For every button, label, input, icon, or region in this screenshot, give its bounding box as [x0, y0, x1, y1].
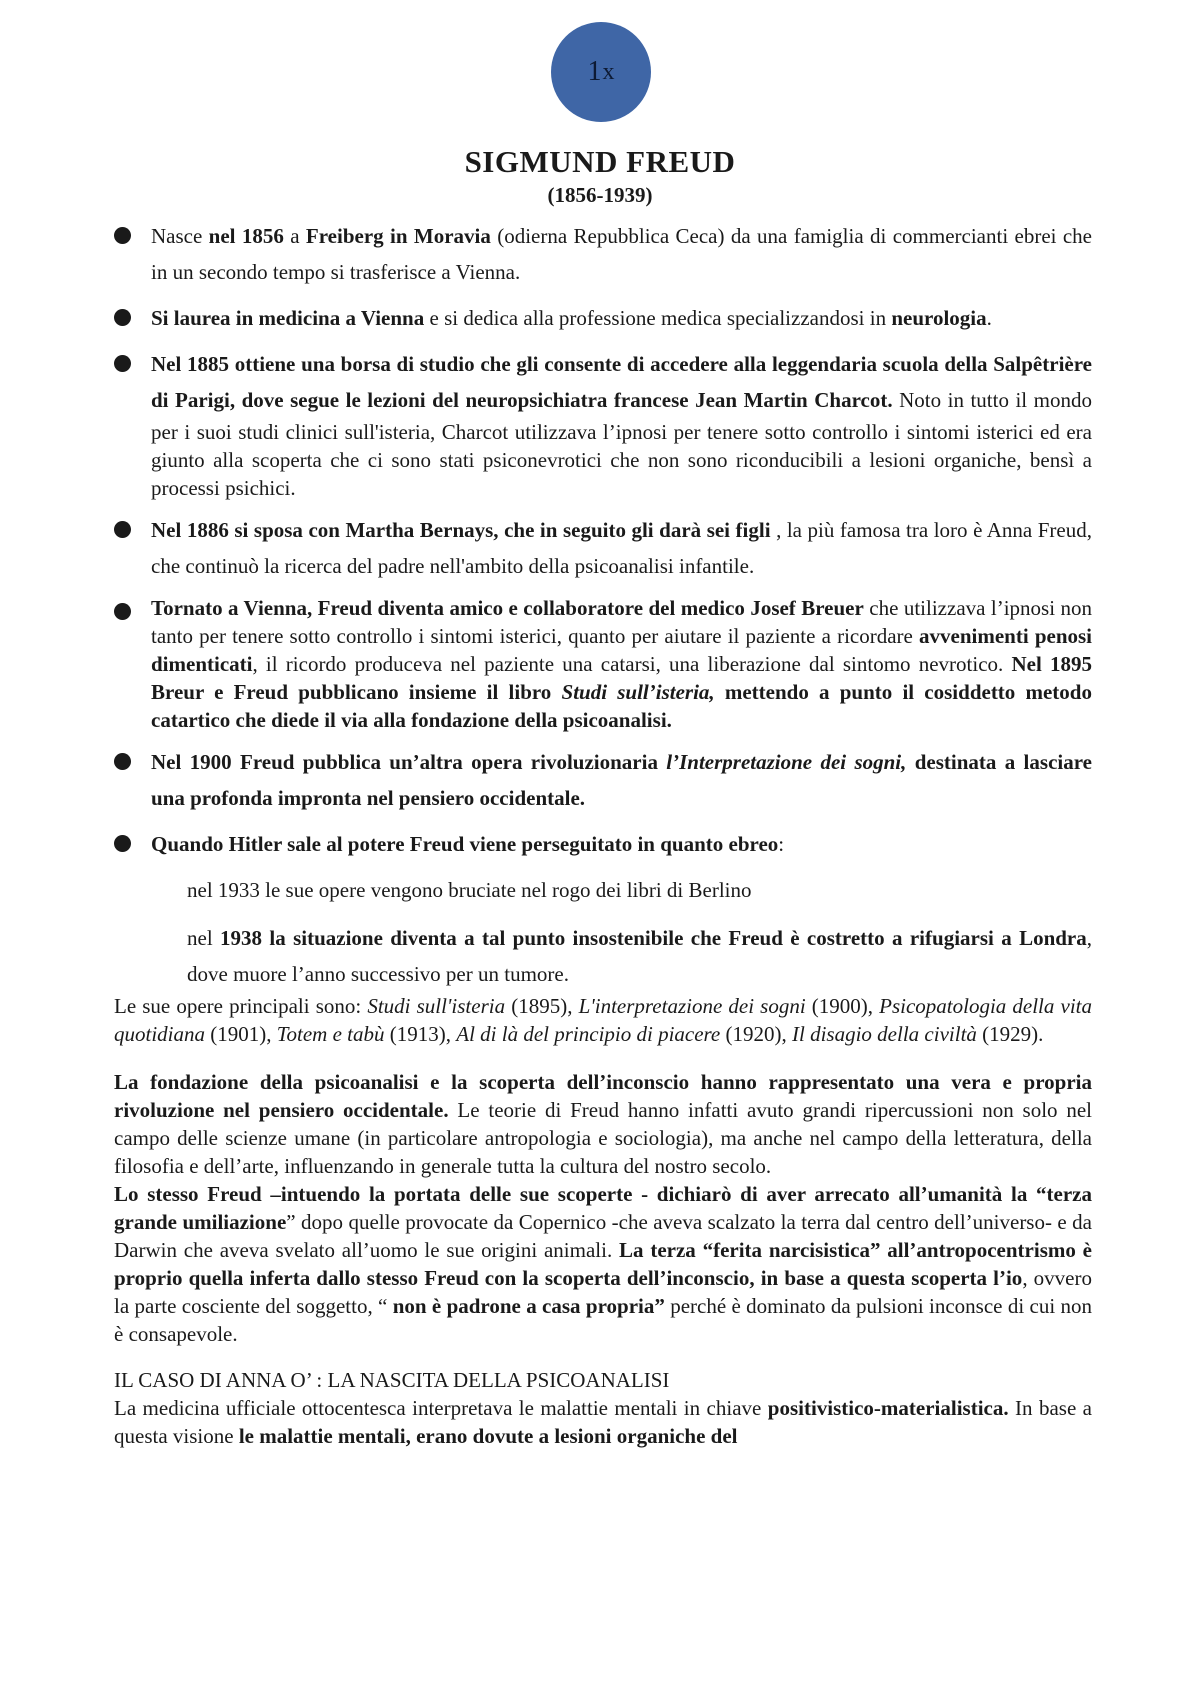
- bullet-dot-icon: [114, 753, 131, 770]
- bullet-text: Si laurea in medicina a Vienna e si dedica alla professione medica specializzandosi in neurologia.: [151, 306, 992, 330]
- bullet-text: Nel 1886 si sposa con Martha Bernays, che in seguito gli darà sei figli , la più famosa tra loro è Anna Freud, che continuò la ricerca del padre nell'ambito della psicoanalisi infantile.: [151, 518, 1093, 578]
- page-title: SIGMUND FREUD: [464, 144, 736, 179]
- bullet-text: Nasce nel 1856 a Freiberg in Moravia (odierna Repubblica Ceca) da una famiglia di commercianti ebrei che in un secondo tempo si trasferisce a Vienna.: [151, 224, 1092, 284]
- bullet-breuer: [114, 594, 1092, 734]
- bullet-text: Nel 1900 Freud pubblica un’altra opera rivoluzionaria l’Interpretazione dei sogni, destinata a lasciare una profonda impronta nel pensiero occidentale.: [151, 750, 1092, 810]
- bullet-text: Quando Hitler sale al potere Freud viene perseguitato in quanto ebreo:: [151, 832, 785, 856]
- life-dates: (1856-1939): [547, 183, 653, 207]
- bullet-dreams: [114, 744, 1092, 816]
- page-number: 1: [587, 56, 602, 87]
- section-heading-anna-o: IL CASO DI ANNA O’ : LA NASCITA DELLA PSICOANALISI: [114, 1368, 670, 1392]
- bullet-persecution: [114, 826, 1092, 862]
- page-number-mark: x: [602, 58, 615, 85]
- bullet-dot-icon: [114, 835, 131, 852]
- revolution-paragraph: La fondazione della psicoanalisi e la scoperta dell’inconscio hanno rappresentato una vera e propria rivoluzione nel pensiero occidentale. Le teorie di Freud hanno infatti avuto grandi ripercussioni non solo nel campo delle scienze umane (in particolare antropologia e sociologia), ma anche nel campo della letteratura, della filosofia e dell’arte, influenzando in generale tutta la cultura del nostro secolo.: [114, 1070, 1092, 1178]
- bullet-charcot: [114, 346, 1092, 502]
- bullet-birth: [114, 218, 1092, 290]
- bullet-text: Tornato a Vienna, Freud diventa amico e collaboratore del medico Josef Breuer che utilizzava l’ipnosi non tanto per tenere sotto controllo i sintomi isterici, quanto per aiutare il paziente a ricordare avvenimenti penosi dimenticati, il ricordo produceva nel paziente una catarsi, una liberazione dal sintomo nevrotico. Nel 1895 Breur e Freud pubblicano insieme il libro Studi sull’isteria, mettendo a punto il cosiddetto metodo catartico che diede il via alla fondazione della psicoanalisi.: [151, 596, 1093, 732]
- document-body: [114, 218, 1092, 1450]
- page-number-badge: [551, 22, 651, 122]
- bullet-dot-icon: [114, 227, 131, 244]
- bullet-marriage: [114, 512, 1092, 584]
- subitem-book-burning: nel 1933 le sue opere vengono bruciate nel rogo dei libri di Berlino: [187, 878, 752, 902]
- bullet-dot-icon: [114, 355, 131, 372]
- bullet-dot-icon: [114, 521, 131, 538]
- bullet-dot-icon: [114, 309, 131, 326]
- bullet-text: Nel 1885 ottiene una borsa di studio che gli consente di accedere alla leggendaria scuola della Salpêtrière di Parigi, dove segue le lezioni del neuropsichiatra francese Jean Martin Charcot. Noto in tutto il mondo per i suoi studi clinici sull'isteria, Charcot utilizzava l’ipnosi per tenere sotto controllo i sintomi isterici ed era giunto alla scoperta che ci sono stati psiconevrotici che non sono riconducibili a lesioni organiche, bensì a processi psichici.: [151, 352, 1092, 500]
- humiliation-paragraph: Lo stesso Freud –intuendo la portata delle sue scoperte - dichiarò di aver arrecato all’umanità la “terza grande umiliazione” dopo quelle provocate da Copernico -che aveva scalzato la terra dal centro dell’universo- e da Darwin che aveva svelato all’uomo le sue origini animali. La terza “ferita narcisistica” all’antropocentrismo è proprio quella inferta dallo stesso Freud con la scoperta dell’inconscio, in base a questa scoperta l’io, ovvero la parte cosciente del soggetto, “ non è padrone a casa propria” perché è dominato da pulsioni inconsce di cui non è consapevole.: [114, 1182, 1093, 1346]
- main-works-paragraph: Le sue opere principali sono: Studi sull'isteria (1895), L'interpretazione dei sogni (1900), Psicopatologia della vita quotidiana (1901), Totem e tabù (1913), Al di là del principio di piacere (1920), Il disagio della civiltà (1929).: [114, 994, 1092, 1046]
- anna-o-paragraph: La medicina ufficiale ottocentesca interpretava le malattie mentali in chiave positivistico-materialistica. In base a questa visione le malattie mentali, erano dovute a lesioni organiche del: [114, 1396, 1093, 1448]
- subitem-exile: nel 1938 la situazione diventa a tal punto insostenibile che Freud è costretto a rifugiarsi a Londra, dove muore l’anno successivo per un tumore.: [187, 926, 1093, 986]
- bullet-education: [114, 300, 1092, 336]
- bullet-dot-icon: [114, 603, 131, 620]
